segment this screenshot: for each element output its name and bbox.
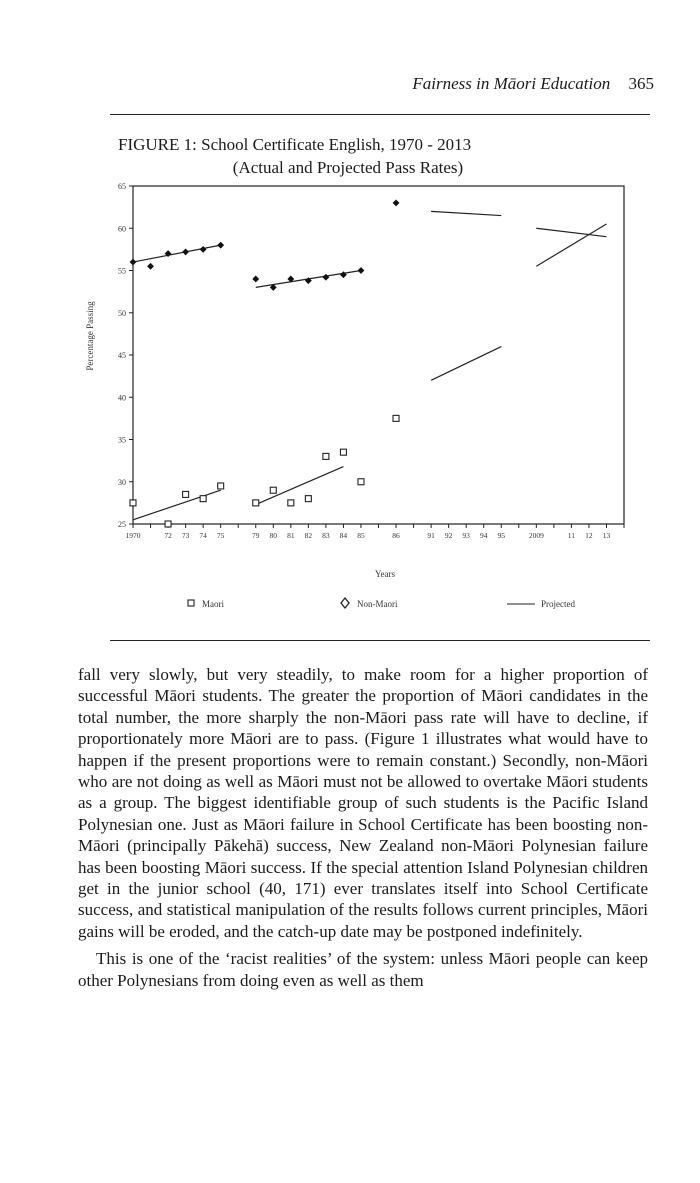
fit-line-maori-1979-85 xyxy=(256,467,344,505)
point-non-maori-85 xyxy=(358,268,364,274)
running-head-title: Fairness in Māori Education xyxy=(412,74,611,93)
y-axis xyxy=(118,182,133,529)
x-tick-label-80: 80 xyxy=(269,531,278,540)
body-paragraph-1: fall very slowly, but very steadily, to make room for a higher proportion of successful Māori students. The greater the proportion of Māori candidates in the total number, the more sharply the non-Māori pass rate will have to decline, if proportionately more Māori are to pass. (Figure 1 illustrates what would have to happen if the present proportions were to remain constant.) Secondly, non-Māori who are not doing as well as Māori must not be allowed to overtake Māori students as a group. The biggest identifiable group of such students is the Pacific Island Polynesian one. Just as Māori failure in School Certificate has been boosting non-Māori (principally Pākehā) success, New Zealand non-Māori Polynesian failure has been boosting Māori success. If the special attention Island Polynesian children get in the junior school (40, 171) ever translates itself into School Certificate success, and statistical manipulation of the results follows current principles, Māori gains will be eroded, and the catch-up date may be postponed indefinitely. xyxy=(78,665,648,941)
plot-frame xyxy=(133,186,624,524)
point-maori-72 xyxy=(165,521,171,527)
point-non-maori-1 xyxy=(148,263,154,269)
point-maori-82 xyxy=(305,496,311,502)
point-non-maori-79 xyxy=(253,276,259,282)
point-maori-81 xyxy=(288,500,294,506)
x-tick-label-93: 93 xyxy=(462,531,470,540)
chart-subtitle: (Actual and Projected Pass Rates) xyxy=(232,158,464,177)
x-tick-label-84: 84 xyxy=(339,531,348,540)
legend-non-maori-swatch xyxy=(341,598,349,608)
projected-line-maori-projected-2009-13 xyxy=(536,224,606,266)
y-tick-label-65: 65 xyxy=(118,182,126,191)
point-maori-86 xyxy=(393,415,399,421)
x-tick-label-79: 79 xyxy=(252,531,260,540)
point-non-maori-83 xyxy=(323,274,329,280)
x-tick-label-81: 81 xyxy=(287,531,295,540)
x-tick-label-74: 74 xyxy=(199,531,207,540)
point-maori-75 xyxy=(218,483,224,489)
body-text xyxy=(78,664,648,991)
y-tick-label-55: 55 xyxy=(118,266,126,276)
x-tick-label-13: 13 xyxy=(602,531,611,540)
legend xyxy=(188,598,575,609)
x-tick-label-85: 85 xyxy=(357,531,365,540)
x-tick-label-1970: 1970 xyxy=(125,531,141,540)
point-maori-85 xyxy=(358,479,364,485)
x-tick-label-72: 72 xyxy=(164,531,172,540)
projected-lines xyxy=(431,211,606,380)
point-non-maori-75 xyxy=(218,242,224,248)
x-tick-label-94: 94 xyxy=(479,531,488,540)
chart-title: FIGURE 1: School Certificate English, 1970 - 2013 xyxy=(118,135,472,154)
x-tick-label-91: 91 xyxy=(427,531,435,540)
point-maori-80 xyxy=(270,487,276,493)
x-tick-label-86: 86 xyxy=(392,531,400,540)
point-maori-83 xyxy=(323,453,329,459)
y-tick-label-60: 60 xyxy=(118,224,126,234)
x-tick-label-83: 83 xyxy=(322,531,330,540)
point-maori-1970 xyxy=(130,500,136,506)
y-tick-label-40: 40 xyxy=(118,393,126,403)
x-axis-label: Years xyxy=(374,569,396,579)
legend-non-maori-label: Non-Maori xyxy=(357,599,398,609)
point-maori-74 xyxy=(200,496,206,502)
y-tick-label-30: 30 xyxy=(118,477,126,487)
page-number: 365 xyxy=(628,74,654,93)
point-non-maori-86 xyxy=(393,200,399,206)
projected-line-non-maori-projected-1991-95 xyxy=(431,211,501,215)
legend-maori-swatch xyxy=(188,600,194,606)
y-tick-label-25: 25 xyxy=(118,520,126,529)
point-non-maori-1970 xyxy=(130,259,136,265)
y-tick-label-35: 35 xyxy=(118,435,126,445)
bottom-rule xyxy=(110,640,650,641)
point-maori-84 xyxy=(340,449,346,455)
x-axis xyxy=(126,524,625,540)
x-tick-label-82: 82 xyxy=(304,531,313,540)
point-non-maori-74 xyxy=(200,246,206,252)
projected-line-maori-projected-1991-95 xyxy=(431,347,501,381)
point-non-maori-73 xyxy=(183,249,189,255)
x-tick-label-12: 12 xyxy=(585,531,593,540)
x-tick-label-75: 75 xyxy=(216,531,225,540)
body-paragraph-2: This is one of the ‘racist realities’ of the system: unless Māori people can keep other Polynesians from doing even as well as them xyxy=(78,949,648,990)
legend-maori-label: Maori xyxy=(202,599,224,609)
fit-line-non-maori-1970-75 xyxy=(133,245,221,262)
fit-lines xyxy=(133,245,361,520)
x-tick-label-2009: 2009 xyxy=(528,531,544,540)
y-tick-label-50: 50 xyxy=(118,308,126,318)
point-maori-73 xyxy=(183,491,189,497)
data-points xyxy=(130,200,399,527)
x-tick-label-73: 73 xyxy=(181,531,190,540)
x-tick-label-95: 95 xyxy=(497,531,505,540)
legend-projected-label: Projected xyxy=(541,599,575,609)
fit-line-maori-1970-75 xyxy=(133,490,221,520)
x-tick-label-11: 11 xyxy=(567,531,576,540)
point-maori-79 xyxy=(253,500,259,506)
projected-line-non-maori-projected-2009-13 xyxy=(536,228,606,236)
y-axis-label: Percentage Passing xyxy=(85,301,95,371)
x-tick-label-92: 92 xyxy=(444,531,453,540)
y-tick-label-45: 45 xyxy=(118,351,126,360)
